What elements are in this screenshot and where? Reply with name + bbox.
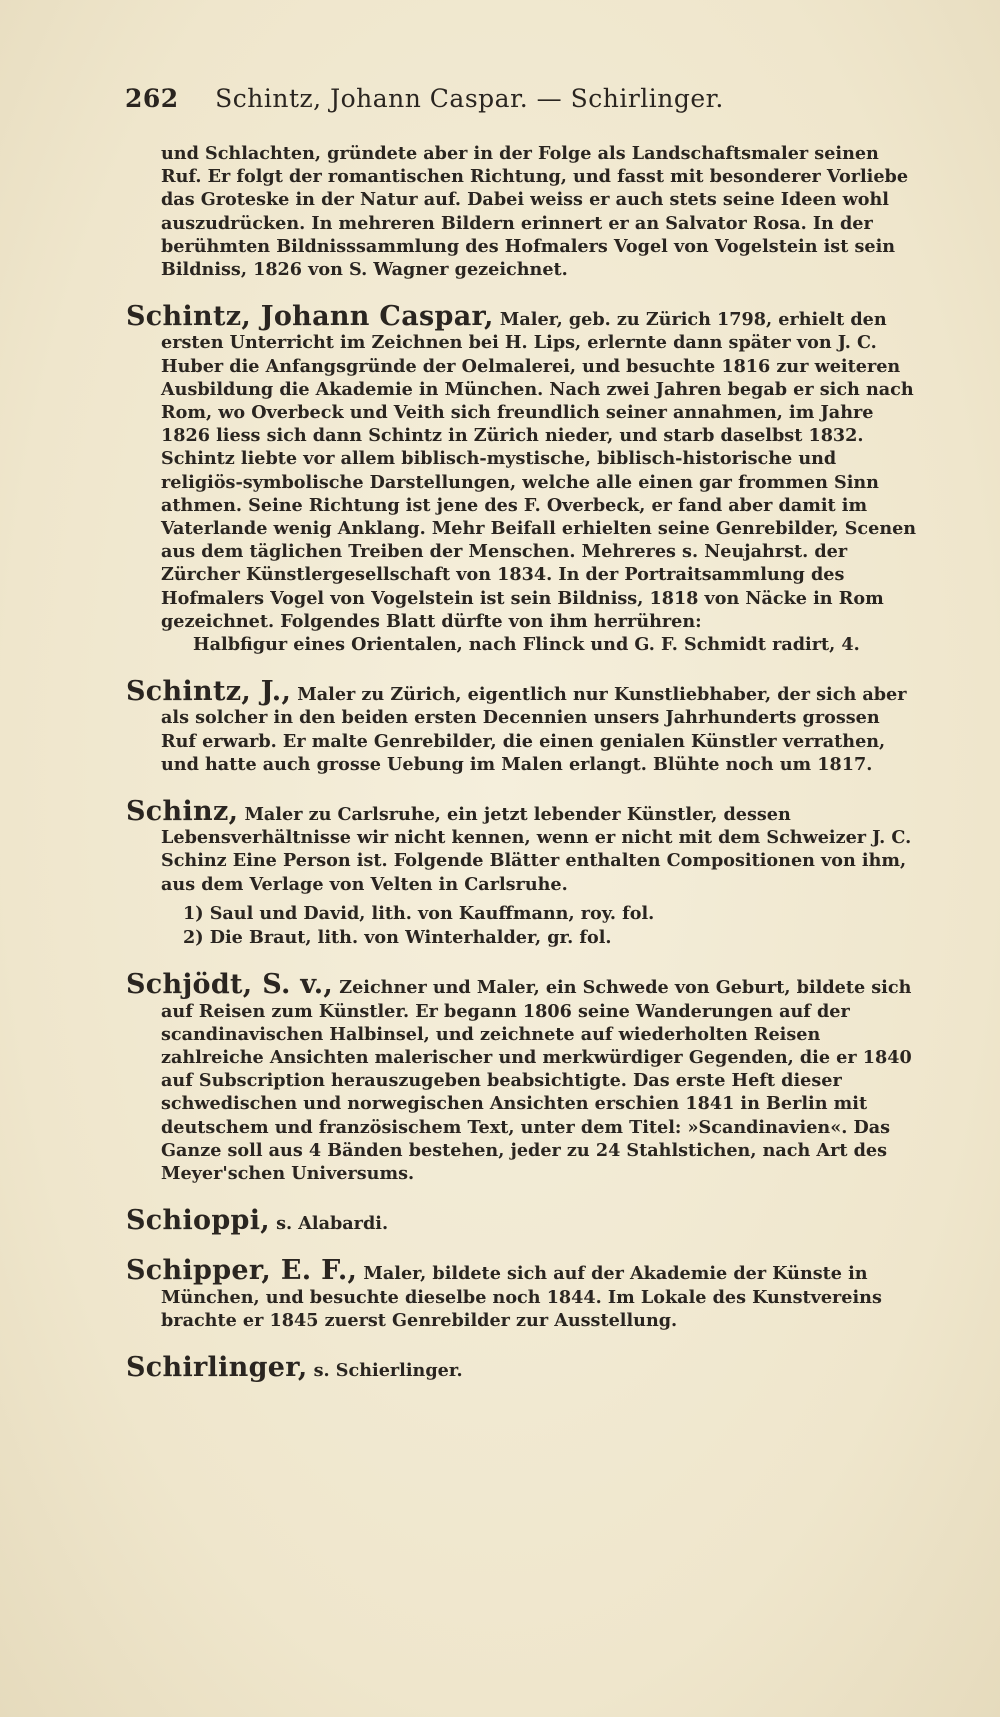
- entry-schintz-j: [126, 676, 918, 776]
- running-header: [125, 84, 845, 113]
- page-number: 262: [125, 84, 179, 113]
- entry-text: Maler, bildete sich auf der Akademie der Künste in München, und besuchte dieselbe noch 1844. Im Lokale des Kunstvereins brachte er 1845 zuerst Genrebilder zur Ausstellung.: [161, 1263, 882, 1331]
- entry-text: s. Alabardi.: [276, 1213, 389, 1235]
- entry-schjoedt: [126, 969, 918, 1185]
- works-list: [161, 902, 918, 949]
- entry-headword: Schioppi,: [126, 1205, 270, 1237]
- entry-text: Zeichner und Maler, ein Schwede von Geburt, bildete sich auf Reisen zum Künstler. Er begann 1806 seine Wanderungen auf der scandinavischen Halbinsel, und zeichnete auf wiederholten Reisen zahlreiche Ansichten malerischer und merkwürdiger Gegenden, die er 1840 auf Subscription herauszugeben beabsichtigte. Das erste Heft dieser schwedischen und norwegischen Ansichten erschien 1841 in Berlin mit deutschem und französischem Text, unter dem Titel: »Scandinavien«. Das Ganze soll aus 4 Bänden bestehen, jeder zu 24 Stahlstichen, nach Art des Meyer'schen Universums.: [161, 977, 912, 1184]
- entry-headword: Schipper, E. F.,: [126, 1255, 358, 1287]
- entry-schipper: [126, 1255, 918, 1332]
- entry-headword: Schintz, J.,: [126, 676, 292, 708]
- entry-headword: Schintz, Johann Caspar,: [126, 301, 494, 333]
- running-title: Schintz, Johann Caspar. — Schirlinger.: [215, 84, 724, 113]
- entry-column: [126, 142, 918, 1382]
- entry-schioppi: [126, 1205, 918, 1237]
- entry-headword: Schinz,: [126, 796, 239, 828]
- entry-schintz-johann-caspar: [126, 301, 918, 656]
- entry-work: Halbfigur eines Orientalen, nach Flinck und G. F. Schmidt radirt, 4.: [193, 634, 860, 656]
- entry-text: Maler zu Carlsruhe, ein jetzt lebender Künstler, dessen Lebensverhältnisse wir nicht kennen, wenn er nicht mit dem Schweizer J. C. Schinz Eine Person ist. Folgende Blätter enthalten Compositionen von ihm, aus dem Verlage von Velten in Carlsruhe.: [161, 804, 912, 895]
- list-item: 1) Saul und David, lith. von Kauffmann, roy. fol.: [183, 902, 655, 924]
- entry-text: s. Schierlinger.: [313, 1359, 463, 1381]
- entry-text: Maler, geb. zu Zürich 1798, erhielt den ersten Unterricht im Zeichnen bei H. Lips, erlernte dann später von J. C. Huber die Anfangsgründe der Oelmalerei, und besuchte 1816 zur weiteren Ausbildung die Akademie in München. Nach zwei Jahren begab er sich nach Rom, wo Overbeck und Veith sich freundlich seiner annahmen, im Jahre 1826 liess sich dann Schintz in Zürich nieder, und starb daselbst 1832. Schintz liebte vor allem biblisch-mystische, biblisch-historische und religiös-symbolische Darstellungen, welche alle einen gar frommen Sinn athmen. Seine Richtung ist jene des F. Overbeck, er fand aber damit im Vaterlande wenig Anklang. Mehr Beifall erhielten seine Genrebilder, Scenen aus dem täglichen Treiben der Menschen. Mehreres s. Neujahrst. der Zürcher Künstlergesellschaft von 1834. In der Portraitsammlung des Hofmalers Vogel von Vogelstein ist sein Bildniss, 1818 von Näcke in Rom gezeichnet. Folgendes Blatt dürfte von ihm herrühren:: [161, 309, 917, 632]
- continued-text: und Schlachten, gründete aber in der Folge als Landschaftsmaler seinen Ruf. Er folgt der romantischen Richtung, und fasst mit besonderer Vorliebe das Groteske in der Natur auf. Dabei weiss er auch stets seine Ideen wohl auszudrücken. In mehreren Bildern erinnert er an Salvator Rosa. In der berühmten Bildnisssammlung des Hofmalers Vogel von Vogelstein ist sein Bildniss, 1826 von S. Wagner gezeichnet.: [161, 143, 909, 281]
- entry-headword: Schjödt, S. v.,: [126, 969, 334, 1001]
- entry-schirlinger: [126, 1351, 918, 1383]
- entry-schinz: [126, 796, 918, 949]
- entry-text: Maler zu Zürich, eigentlich nur Kunstliebhaber, der sich aber als solcher in den beiden ersten Decennien unsers Jahrhunderts grossen Ruf erwarb. Er malte Genrebilder, die einen genialen Künstler verrathen, und hatte auch grosse Uebung im Malen erlangt. Blühte noch um 1817.: [161, 684, 907, 775]
- entry-headword: Schirlinger,: [126, 1351, 308, 1383]
- list-item: 2) Die Braut, lith. von Winterhalder, gr. fol.: [183, 927, 612, 949]
